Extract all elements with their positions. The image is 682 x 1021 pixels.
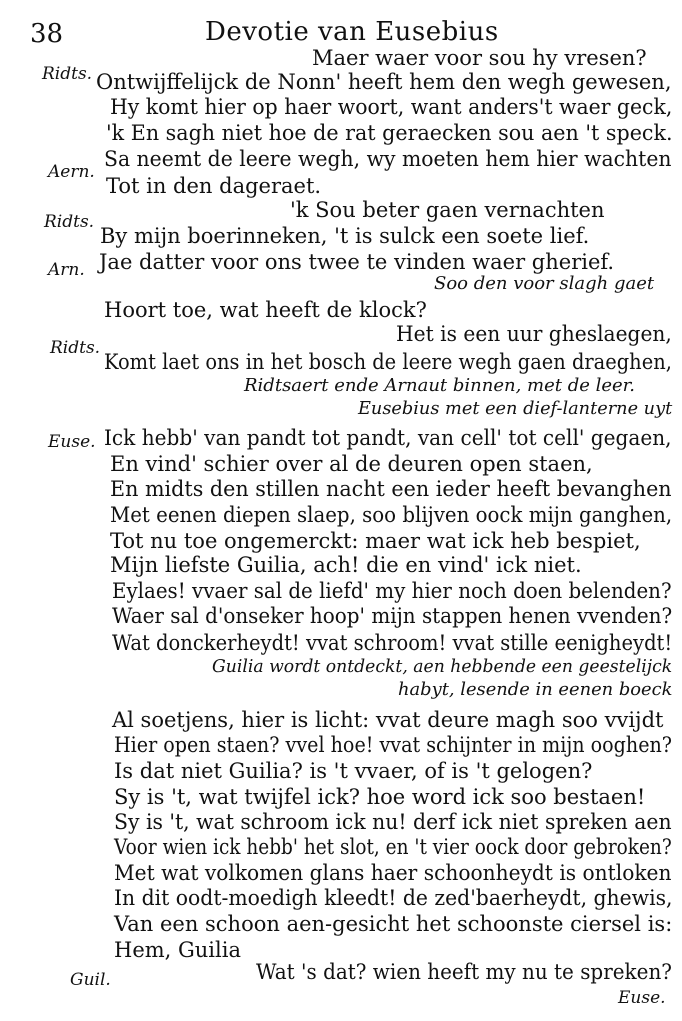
verse-line: Wat donckerheydt! vvat schroom! vvat stille eenigheydt! [112,631,673,655]
speaker-label: Ridts. [42,64,93,84]
speaker-label: Ridts. [50,338,101,358]
verse-line: 'k Sou beter gaen vernachten [290,198,605,222]
verse-line: Met eenen diepen slaep, soo blijven oock mijn ganghen, [110,503,673,527]
verse-line: Komt laet ons in het bosch de leere wegh gaen draeghen, [104,350,672,374]
stage-direction: Soo den voor slagh gaet [434,273,655,294]
verse-line: Van een schoon aen-gesicht het schoonste ciersel is: [114,912,673,936]
running-title: Devotie van Eusebius [205,17,499,47]
verse-line: By mijn boerinneken, 't is sulck een soete lief. [100,224,590,248]
verse-line: Sa neemt de leere wegh, wy moeten hem hier wachten [104,147,672,171]
verse-line: Hier open staen? vvel hoe! vvat schijnter in mijn ooghen? [114,733,673,757]
verse-line: Eylaes! vvaer sal de liefd' my hier noch doen belenden? [112,579,672,603]
catchword: Euse. [618,988,666,1008]
stage-direction: Guilia wordt ontdeckt, aen hebbende een geestelijck [212,656,673,677]
verse-line: Al soetjens, hier is licht: vvat deure magh soo vvijdt [112,708,664,732]
stage-direction: Eusebius met een dief-lanterne uyt [358,398,673,419]
speaker-label: Guil. [70,970,111,990]
verse-line: Tot nu toe ongemerckt: maer wat ick heb bespiet, [110,529,641,553]
speaker-label: Euse. [48,432,96,452]
page-number: 38 [30,19,64,49]
speaker-label: Aern. [48,162,95,182]
verse-line: Waer sal d'onseker hoop' mijn stappen henen vvenden? [112,604,673,628]
speaker-label: Arn. [48,260,85,280]
verse-line: Mijn liefste Guilia, ach! die en vind' ick niet. [110,553,582,577]
speaker-label: Ridts. [44,212,95,232]
verse-line: Maer waer voor sou hy vresen? [312,46,647,70]
verse-line: Wat 's dat? wien heeft my nu te spreken? [256,960,672,984]
verse-line: Sy is 't, wat twijfel ick? hoe word ick soo bestaen! [114,785,646,809]
verse-line: Tot in den dageraet. [106,174,322,198]
stage-direction: habyt, lesende in eenen boeck [398,679,673,700]
verse-line: In dit oodt-moedigh kleedt! de zed'baerheydt, ghewis, [114,886,673,910]
verse-line: Is dat niet Guilia? is 't vvaer, of is 't gelogen? [114,759,593,783]
stage-direction: Ridtsaert ende Arnaut binnen, met de leer. [244,375,635,396]
verse-line: Hoort toe, wat heeft de klock? [104,298,427,322]
verse-line: Ick hebb' van pandt tot pandt, van cell' tot cell' gegaen, [104,426,672,450]
verse-line: Het is een uur gheslaegen, [396,322,672,346]
verse-line: Hy komt hier op haer woort, want anders't waer geck, [110,95,673,119]
verse-line: Ontwijffelijck de Nonn' heeft hem den wegh gewesen, [96,70,672,94]
verse-line: Voor wien ick hebb' het slot, en 't vier oock door gebroken? [114,835,672,859]
verse-line: En vind' schier over al de deuren open staen, [110,452,593,476]
verse-line: Sy is 't, wat schroom ick nu! derf ick niet spreken aen [114,810,672,834]
verse-line: Jae datter voor ons twee te vinden waer gherief. [99,250,615,274]
verse-line: En midts den stillen nacht een ieder heeft bevanghen [110,477,672,501]
verse-line: Met wat volkomen glans haer schoonheydt is ontloken [114,861,672,885]
verse-line: 'k En sagh niet hoe de rat geraecken sou aen 't speck. [106,121,673,145]
verse-line: Hem, Guilia [114,938,241,962]
